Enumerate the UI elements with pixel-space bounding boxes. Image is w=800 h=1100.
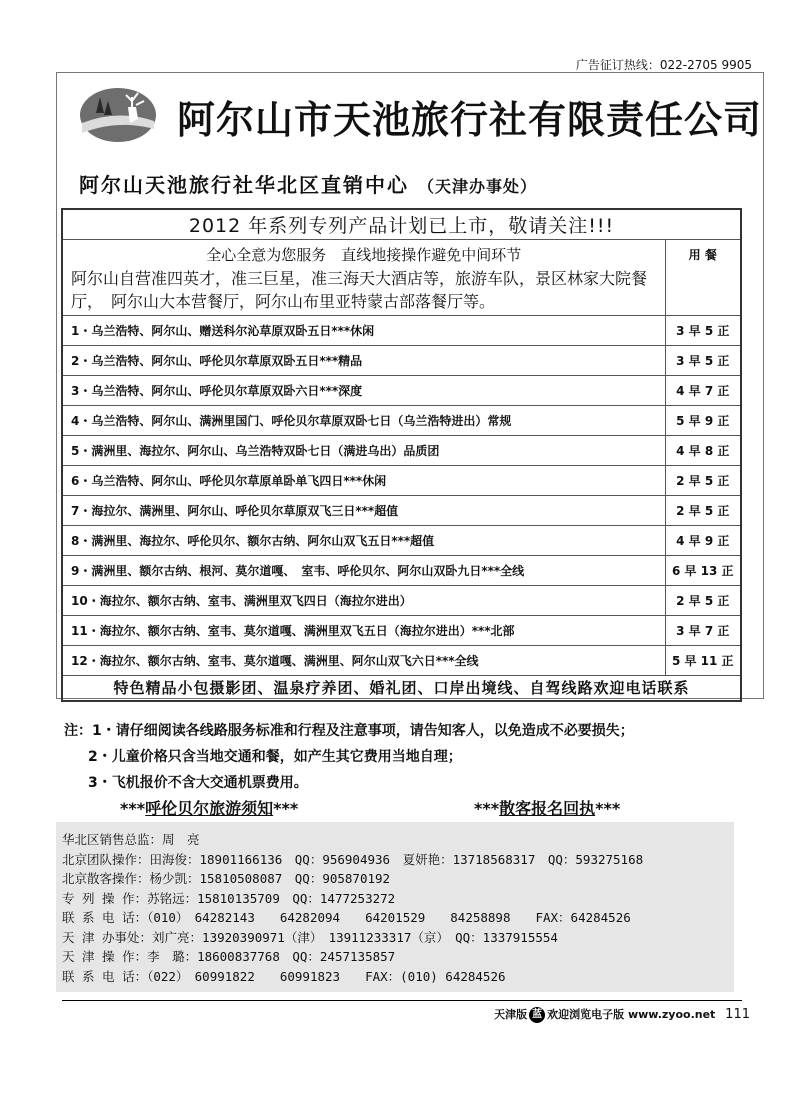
route-name: 9・满洲里、额尔古纳、根河、莫尔道嘎、 室韦、呼伦贝尔、阿尔山双卧九日***全线: [62, 555, 665, 585]
footer-divider: [62, 1000, 742, 1001]
footer-row: [62, 675, 741, 701]
route-name: 7・海拉尔、满洲里、阿尔山、呼伦贝尔草原双飞三日***超值: [62, 495, 665, 525]
contact-line: 天 津 办事处：刘广亮：13920390971（津） 13911233317（京） QQ：1337915554: [62, 929, 558, 945]
product-banner: 2012 年系列专列产品计划已上市，敬请关注!!!: [62, 209, 741, 239]
note-3: 3・飞机报价不含大交通机票费用。: [88, 775, 308, 791]
contact-line: 北京团队操作：田海俊：18901166136 QQ：956904936 夏妍艳：13718568317 QQ：593275168: [62, 851, 644, 867]
route-name: 6・乌兰浩特、阿尔山、呼伦贝尔草原单卧单飞四日***休闲: [62, 465, 665, 495]
route-name: 1・乌兰浩特、阿尔山、赠送科尔沁草原双卧五日***休闲: [62, 315, 665, 345]
registration-receipt-link[interactable]: [474, 796, 620, 819]
table-row: [62, 375, 741, 405]
table-row: [62, 345, 741, 375]
guide-stars-right: ***: [273, 799, 299, 818]
meal-plan: 4 早 7 正: [665, 375, 741, 405]
company-name: 阿尔山市天池旅行社有限责任公司: [177, 98, 763, 142]
guide-title: 呼伦贝尔旅游须知: [145, 799, 274, 818]
contact-line: 联 系 电 话：（022） 60991822 60991823 FAX：(010) 64284526: [62, 968, 506, 984]
ad-hotline: 广告征订热线：022-2705 9905: [575, 58, 752, 72]
meal-column-header: 用 餐: [665, 239, 741, 315]
welcome-text: 欢迎浏览电子版: [547, 1008, 625, 1021]
edition-label: 天津版: [494, 1008, 528, 1021]
route-name: 3・乌兰浩特、阿尔山、呼伦贝尔草原双卧六日***深度: [62, 375, 665, 405]
table-row: [62, 645, 741, 675]
special-tours-note: 特色精品小包摄影团、温泉疗养团、婚礼团、口岸出境线、自驾线路欢迎电话联系: [62, 675, 741, 701]
intro-row: [62, 239, 741, 315]
meal-plan: 2 早 5 正: [665, 495, 741, 525]
ad-frame: [56, 72, 764, 699]
contact-box: [56, 822, 734, 992]
travel-guide-link[interactable]: [120, 796, 298, 819]
service-slogan: 全心全意为您服务 直线地接操作避免中间环节: [206, 245, 522, 264]
branch-subtitle: [79, 169, 537, 198]
edition-badge-icon: 蓝: [529, 1007, 545, 1023]
meal-plan: 4 早 9 正: [665, 525, 741, 555]
contact-line: 北京散客操作：杨少凯：15810508087 QQ：905870192: [62, 871, 391, 886]
table-row: [62, 435, 741, 465]
route-name: 12・海拉尔、额尔古纳、室韦、莫尔道嘎、满洲里、阿尔山双飞六日***全线: [62, 645, 665, 675]
table-row: [62, 525, 741, 555]
meal-plan: 3 早 5 正: [665, 315, 741, 345]
contact-line: 专 列 操 作：苏铭远：15810135709 QQ：1477253272: [62, 890, 396, 906]
route-name: 8・满洲里、海拉尔、呼伦贝尔、额尔古纳、阿尔山双飞五日***超值: [62, 525, 665, 555]
meal-plan: 4 早 8 正: [665, 435, 741, 465]
page-number: 111: [725, 1007, 750, 1022]
contact-line: 联 系 电 话：（010） 64282143 64282094 64201529 84258898 FAX：64284526: [62, 910, 631, 925]
meal-plan: 3 早 5 正: [665, 345, 741, 375]
guide-stars-left: ***: [120, 799, 146, 818]
table-row: [62, 315, 741, 345]
note-1: 注：1・请仔细阅读各线路服务标准和行程及注意事项，请告知客人，以免造成不必要损失；: [64, 723, 634, 739]
table-row: [62, 495, 741, 525]
route-name: 4・乌兰浩特、阿尔山、满洲里国门、呼伦贝尔草原双卧七日（乌兰浩特进出）常规: [62, 405, 665, 435]
deer-logo-icon: [78, 83, 158, 143]
contact-line: 华北区销售总监：周 亮: [62, 832, 200, 847]
intro-cell: [62, 239, 665, 315]
meal-plan: 5 早 9 正: [665, 405, 741, 435]
branch-name: 阿尔山天池旅行社华北区直销中心: [79, 173, 409, 197]
note-2: 2・儿童价格只含当地交通和餐，如产生其它费用当地自理；: [88, 749, 462, 765]
meal-plan: 2 早 5 正: [665, 465, 741, 495]
meal-plan: 2 早 5 正: [665, 585, 741, 615]
table-row: [62, 585, 741, 615]
receipt-title: 散客报名回执: [499, 799, 596, 818]
service-description: 阿尔山自营准四英才，准三巨星，准三海天大酒店等，旅游车队，景区林家大院餐厅， 阿尔山大本营餐厅，阿尔山布里亚特蒙古部落餐厅等。: [71, 268, 648, 311]
receipt-stars-right: ***: [595, 799, 621, 818]
contact-line: 天 津 操 作：李 璐：18600837768 QQ：2457135857: [62, 949, 396, 964]
table-row: [62, 465, 741, 495]
meal-plan: 6 早 13 正: [665, 555, 741, 585]
banner-row: [62, 209, 741, 239]
route-name: 10・海拉尔、额尔古纳、室韦、满洲里双飞四日（海拉尔进出）: [62, 585, 665, 615]
receipt-stars-left: ***: [474, 799, 500, 818]
page-footer: [494, 1006, 750, 1023]
route-name: 5・满洲里、海拉尔、阿尔山、乌兰浩特双卧七日（满进乌出）品质团: [62, 435, 665, 465]
website-link[interactable]: www.zyoo.net: [627, 1008, 716, 1021]
notes-section: [64, 718, 634, 796]
table-row: [62, 555, 741, 585]
route-table: [61, 208, 742, 702]
company-header: [57, 73, 763, 155]
meal-plan: 3 早 7 正: [665, 615, 741, 645]
meal-plan: 5 早 11 正: [665, 645, 741, 675]
route-name: 2・乌兰浩特、阿尔山、呼伦贝尔草原双卧五日***精品: [62, 345, 665, 375]
table-row: [62, 615, 741, 645]
route-name: 11・海拉尔、额尔古纳、室韦、莫尔道嘎、满洲里双飞五日（海拉尔进出）***北部: [62, 615, 665, 645]
branch-office-note: （天津办事处）: [417, 177, 537, 196]
table-row: [62, 405, 741, 435]
